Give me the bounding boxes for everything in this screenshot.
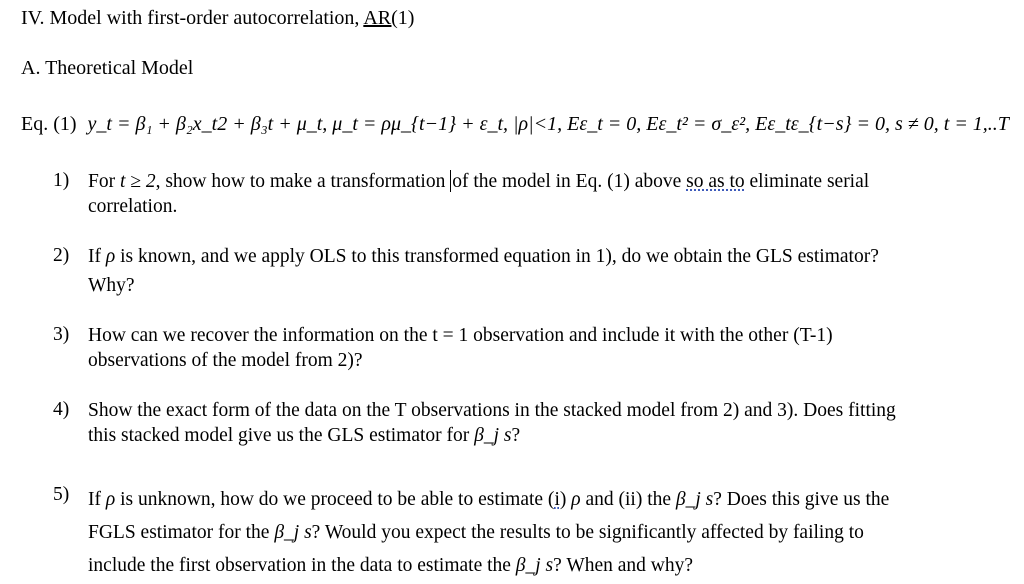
- q5-text-c: ): [559, 489, 572, 510]
- q2-text-a: If: [88, 246, 106, 267]
- q4-text-b: ?: [511, 425, 521, 446]
- q1-text-c: of the model in Eq. (1) above: [452, 171, 687, 192]
- q5-math-4: β_j s: [274, 522, 312, 543]
- question-2: [88, 244, 998, 298]
- q5-math-1: ρ: [105, 489, 116, 510]
- equation-formula: y_t = β₁ + β₂x_t2 + β₃t + μ_t, μ_t = ρμ_{t−1} + ε_t, |ρ|<1, Eε_t = 0, Eε_t² = σ_ε², Eε_tε_{t−s} = 0, s ≠ 0, t = 1,..T: [87, 113, 1009, 135]
- q5-math-5: β_j s: [515, 555, 554, 576]
- q3-line-2: observations of the model from 2)?: [88, 350, 363, 371]
- q5-text-d: and (ii) the: [580, 489, 676, 510]
- q1-line-2: correlation.: [88, 196, 178, 217]
- section-title-ar: AR(: [363, 7, 398, 29]
- question-5: [88, 483, 998, 582]
- question-1: [88, 169, 998, 219]
- q2-math: ρ: [105, 246, 116, 267]
- q5-text-i2: ? When and why?: [553, 555, 694, 576]
- q5-text-f: FGLS estimator for the: [88, 522, 275, 543]
- section-title-suffix: 1): [397, 7, 415, 29]
- q1-text-a: For: [88, 171, 120, 192]
- q1-text-dotted: so as to: [686, 171, 745, 192]
- q5-text-a: If: [88, 489, 106, 510]
- equation-line: [21, 112, 1009, 136]
- q5-text-b: is unknown, how do we proceed to be able to estimate (: [115, 489, 555, 510]
- q4-line-1: Show the exact form of the data on the T observations in the stacked model from 2) and 3). Does fitting: [88, 400, 896, 421]
- q3-line-1: How can we recover the information on the t = 1 observation and include it with the other (T-1): [88, 325, 833, 346]
- question-number: 2): [53, 245, 70, 266]
- question-number: 4): [53, 399, 70, 420]
- section-title-text: IV. Model with first-order autocorrelation,: [21, 7, 364, 29]
- question-number: 5): [53, 484, 70, 505]
- question-4: [88, 398, 998, 448]
- q1-text-d: eliminate serial: [744, 171, 870, 192]
- subsection-title: A. Theoretical Model: [21, 57, 194, 79]
- q1-text-b: , show how to make a transformation: [155, 171, 451, 192]
- q2-text-b: is known, and we apply OLS to this transformed equation in 1), do we obtain the GLS estimator?: [115, 246, 879, 267]
- q4-math: β_j s: [474, 425, 512, 446]
- q5-text-e: ? Does this give us the: [713, 489, 890, 510]
- q5-text-g: ? Would you expect the results to be significantly affected by failing to: [311, 522, 864, 543]
- question-number: 1): [53, 170, 70, 191]
- question-number: 3): [53, 324, 70, 345]
- equation-label: Eq. (1): [21, 113, 77, 135]
- q5-text-h: include the first observation in the data to estimate the: [88, 555, 516, 576]
- q2-line-2: Why?: [88, 275, 135, 296]
- q5-text-i: i: [554, 489, 560, 510]
- section-title: [21, 6, 414, 30]
- q1-math: t ≥ 2: [119, 171, 156, 192]
- q4-text-a: this stacked model give us the GLS estimator for: [88, 425, 475, 446]
- q5-math-2: ρ: [571, 489, 581, 510]
- question-3: [88, 323, 998, 373]
- q5-math-3: β_j s: [675, 489, 714, 510]
